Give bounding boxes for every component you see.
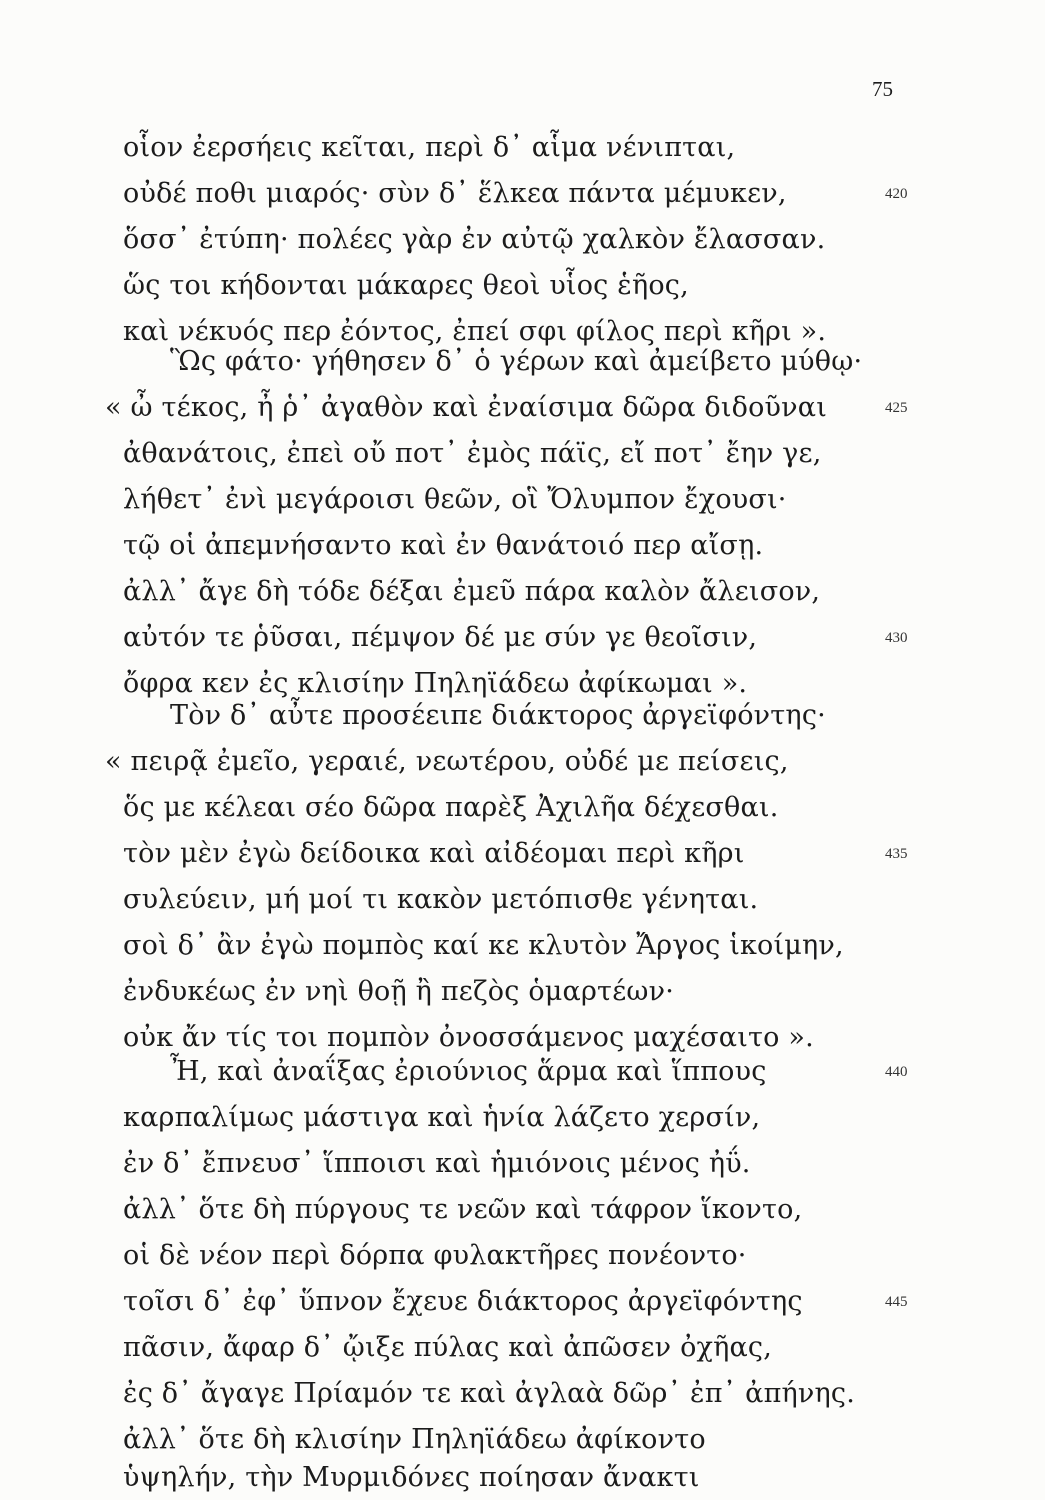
verse-line: Ὣς φάτο· γήθησεν δ᾽ ὁ γέρων καὶ ἀμείβετο μύθῳ·: [170, 346, 863, 377]
verse-line: τοῖσι δ᾽ ἐφ᾽ ὕπνον ἔχευε διάκτορος ἀργεϊφόντης: [123, 1286, 803, 1317]
verse-line: ὅσσ᾽ ἐτύπη· πολέες γὰρ ἐν αὐτῷ χαλκὸν ἔλασσαν.: [123, 224, 826, 255]
verse-line: πᾶσιν, ἄφαρ δ᾽ ᾤιξε πύλας καὶ ἀπῶσεν ὀχῆας,: [123, 1332, 773, 1363]
line-number: 430: [885, 630, 908, 646]
verse-line: σοὶ δ᾽ ἂν ἐγὼ πομπὸς καί κε κλυτὸν Ἄργος ἱκοίμην,: [123, 930, 844, 961]
verse-line: « πειρᾷ ἐμεῖο, γεραιέ, νεωτέρου, οὐδέ με πείσεις,: [105, 746, 789, 777]
verse-line: οἱ δὲ νέον περὶ δόρπα φυλακτῆρες πονέοντο·: [123, 1240, 747, 1271]
verse-line: συλεύειν, μή μοί τι κακὸν μετόπισθε γένηται.: [123, 884, 759, 915]
verse-line: τῷ οἱ ἀπεμνήσαντο καὶ ἐν θανάτοιό περ αἴσῃ.: [123, 530, 764, 561]
verse-line: αὐτόν τε ῥῦσαι, πέμψον δέ με σύν γε θεοῖσιν,: [123, 622, 758, 653]
verse-line: καρπαλίμως μάστιγα καὶ ἡνία λάζετο χερσίν,: [123, 1102, 761, 1133]
verse-line: Τὸν δ᾽ αὖτε προσέειπε διάκτορος ἀργεϊφόντης·: [170, 700, 826, 731]
verse-line: ὑψηλήν, τὴν Μυρμιδόνες ποίησαν ἄνακτι: [123, 1462, 700, 1493]
line-number: 445: [885, 1294, 908, 1310]
verse-line: ὄφρα κεν ἐς κλισίην Πηληϊάδεω ἀφίκωμαι ».: [123, 668, 748, 699]
page-number: 75: [872, 77, 893, 101]
verse-line: οὐδέ ποθι μιαρός· σὺν δ᾽ ἕλκεα πάντα μέμυκεν,: [123, 178, 787, 209]
verse-line: Ἦ, καὶ ἀναΐξας ἐριούνιος ἅρμα καὶ ἵππους: [170, 1056, 767, 1087]
verse-line: ἀλλ᾽ ὅτε δὴ πύργους τε νεῶν καὶ τάφρον ἵκοντο,: [123, 1194, 803, 1225]
verse-line: ἐνδυκέως ἐν νηὶ θοῇ ἢ πεζὸς ὁμαρτέων·: [123, 976, 674, 1007]
line-number: 440: [885, 1064, 908, 1080]
verse-line: ἐς δ᾽ ἄγαγε Πρίαμόν τε καὶ ἀγλαὰ δῶρ᾽ ἐπ᾽ ἀπήνης.: [123, 1378, 855, 1409]
verse-line: ἀθανάτοις, ἐπεὶ οὔ ποτ᾽ ἐμὸς πάϊς, εἴ ποτ᾽ ἔην γε,: [123, 438, 822, 469]
line-number: 425: [885, 400, 908, 416]
line-number: 420: [885, 186, 908, 202]
verse-line: ὅς με κέλεαι σέο δῶρα παρὲξ Ἀχιλῆα δέχεσθαι.: [123, 792, 779, 823]
verse-line: τὸν μὲν ἐγὼ δείδοικα καὶ αἰδέομαι περὶ κῆρι: [123, 838, 745, 869]
verse-line: λήθετ᾽ ἐνὶ μεγάροισι θεῶν, οἳ Ὄλυμπον ἔχουσι·: [123, 484, 787, 515]
verse-line: καὶ νέκυός περ ἐόντος, ἐπεί σφι φίλος περὶ κῆρι ».: [123, 316, 827, 347]
verse-line: ἀλλ᾽ ἄγε δὴ τόδε δέξαι ἐμεῦ πάρα καλὸν ἄλεισον,: [123, 576, 821, 607]
verse-line: ἐν δ᾽ ἔπνευσ᾽ ἵπποισι καὶ ἡμιόνοις μένος ἠΰ.: [123, 1148, 751, 1179]
verse-line: οἷον ἐερσήεις κεῖται, περὶ δ᾽ αἷμα νένιπται,: [123, 132, 736, 163]
verse-line: οὐκ ἄν τίς τοι πομπὸν ὀνοσσάμενος μαχέσαιτο ».: [123, 1022, 814, 1053]
verse-line: « ὦ τέκος, ἦ ῥ᾽ ἀγαθὸν καὶ ἐναίσιμα δῶρα διδοῦναι: [105, 392, 828, 423]
line-number: 435: [885, 846, 908, 862]
verse-line: ὥς τοι κήδονται μάκαρες θεοὶ υἷος ἑῆος,: [123, 270, 689, 301]
verse-line: ἀλλ᾽ ὅτε δὴ κλισίην Πηληϊάδεω ἀφίκοντο: [123, 1424, 706, 1455]
